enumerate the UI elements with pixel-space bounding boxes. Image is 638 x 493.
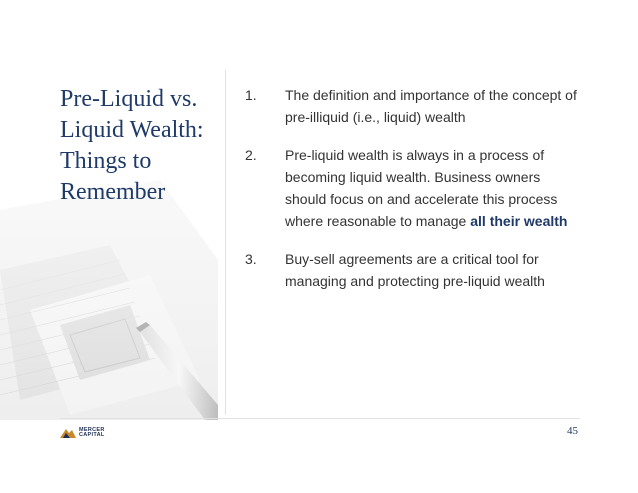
list-item-number: 3. <box>245 251 257 267</box>
footer-divider <box>60 418 580 419</box>
page-number: 45 <box>567 425 578 437</box>
list-item <box>245 84 585 128</box>
slide-title: Pre-Liquid vs. Liquid Wealth: Things to Remember <box>60 86 204 205</box>
vertical-divider <box>225 70 226 415</box>
company-logo <box>60 426 105 440</box>
list-item-text: Buy-sell agreements are a critical tool for managing and protecting pre-liquid wealth <box>285 251 545 289</box>
points-list <box>245 84 585 308</box>
list-item <box>245 248 585 292</box>
list-item-text-emphasis: all their wealth <box>470 213 568 229</box>
logo-mark-icon <box>60 428 76 438</box>
list-item <box>245 144 585 232</box>
list-item-text <box>285 144 585 232</box>
list-item-number: 1. <box>245 87 257 103</box>
logo-text: MERCER CAPITAL <box>79 426 105 438</box>
list-item-text-plain: Pre-liquid wealth is always in a process of becoming liquid wealth. Business owners should focus on and accelerate this process where reasonable to manage <box>285 147 558 229</box>
list-item-text: The definition and importance of the concept of pre-illiquid (i.e., liquid) wealth <box>285 87 577 125</box>
list-item-number: 2. <box>245 147 257 163</box>
